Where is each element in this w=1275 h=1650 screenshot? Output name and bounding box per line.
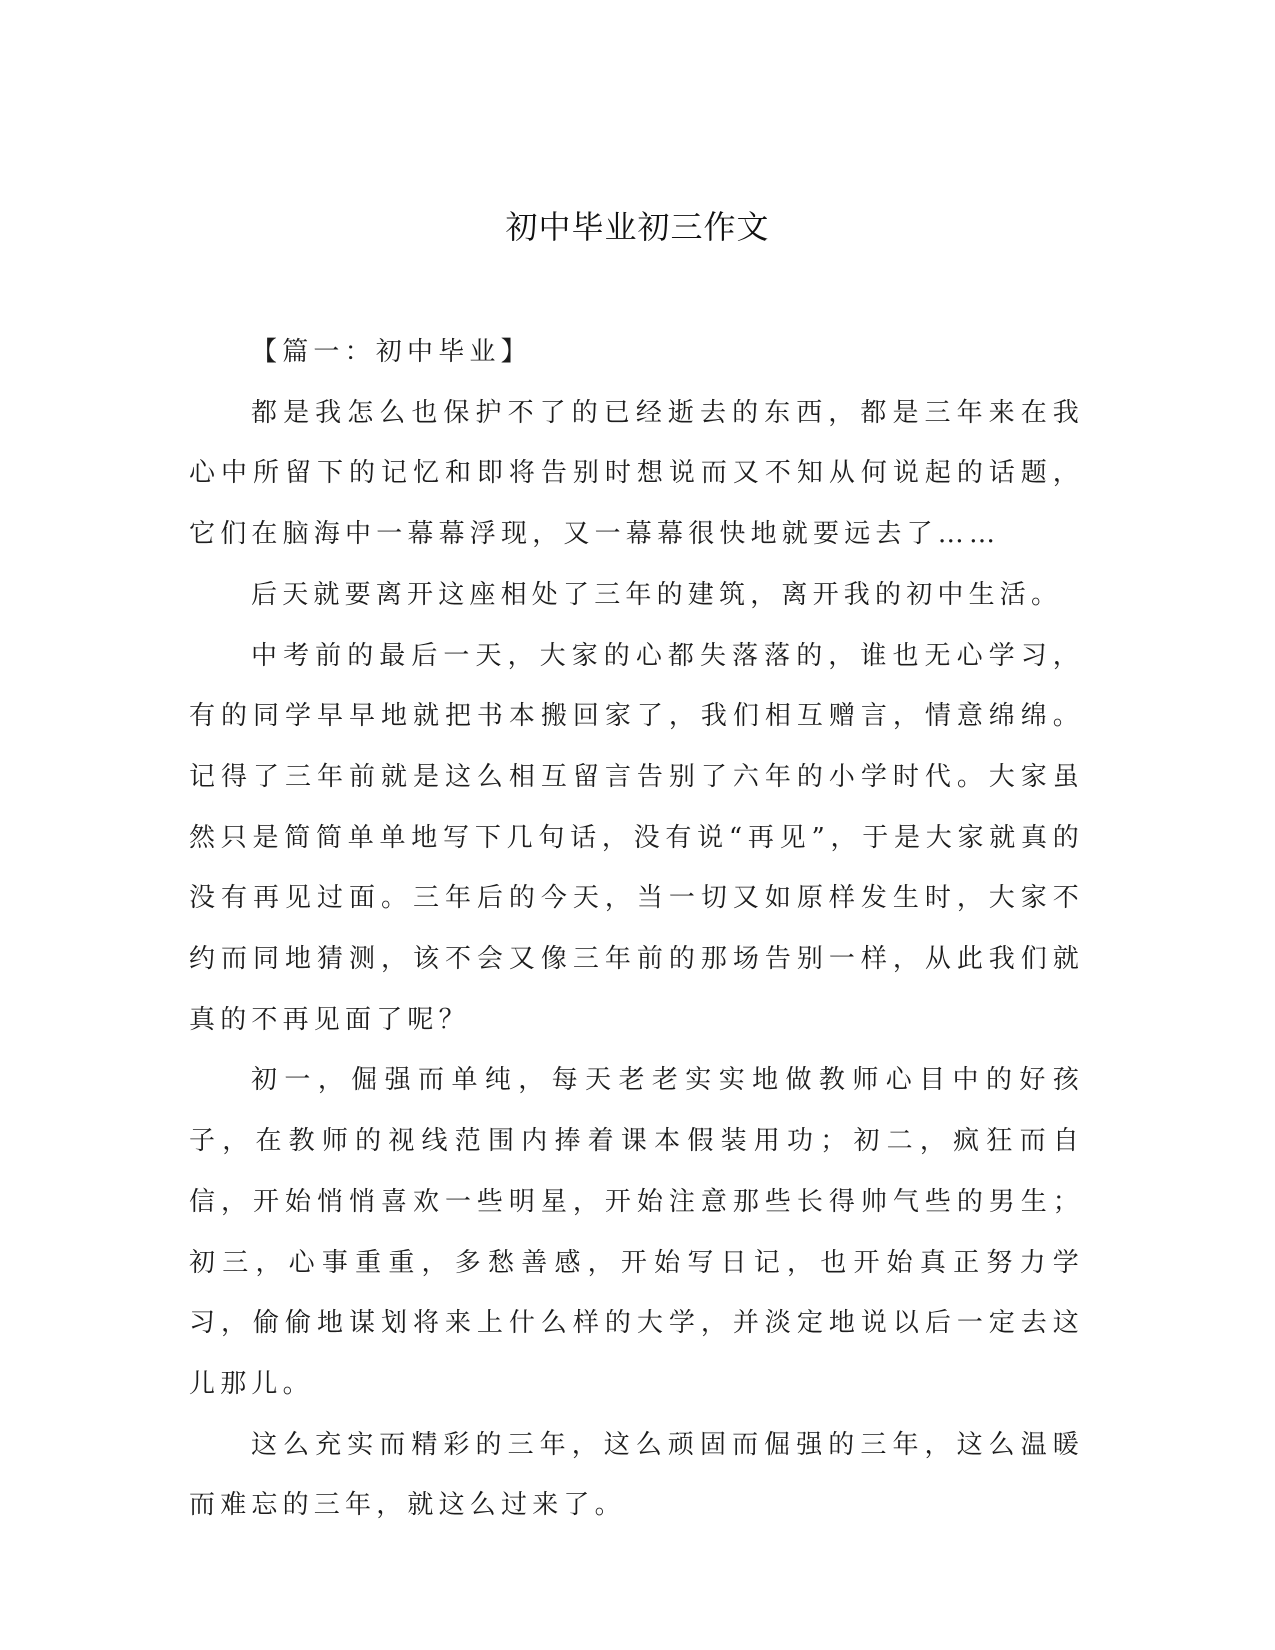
section-heading: 【篇一：初中毕业】 <box>251 337 532 367</box>
paragraph: 后天就要离开这座相处了三年的建筑，离开我的初中生活。 <box>251 579 1063 610</box>
paragraph: 这么充实而精彩的三年，这么顽固而倔强的三年，这么温暖而难忘的三年，就这么过来了。 <box>189 1429 1084 1521</box>
paragraph: 都是我怎么也保护不了的已经逝去的东西，都是三年来在我心中所留下的记忆和即将告别时想说而又不知从何说起的话题，它们在脑海中一幕幕浮现，又一幕幕很快地就要远去了…… <box>189 397 1084 550</box>
paragraph: 初一，倔强而单纯，每天老老实实地做教师心目中的好孩子，在教师的视线范围内捧着课本假装用功；初二，疯狂而自信，开始悄悄喜欢一些明星，开始注意那些长得帅气些的男生；初三，心事重重，多愁善感，开始写日记，也开始真正努力学习，偷偷地谋划将来上什么样的大学，并淡定地说以后一定去这儿那儿。 <box>189 1065 1084 1399</box>
paragraph: 中考前的最后一天，大家的心都失落落的，谁也无心学习，有的同学早早地就把书本搬回家了，我们相互赠言，情意绵绵。记得了三年前就是这么相互留言告别了六年的小学时代。大家虽然只是简简单单地写下几句话，没有说“再见”，于是大家就真的没有再见过面。三年后的今天，当一切又如原样发生时，大家不约而同地猜测，该不会又像三年前的那场告别一样，从此我们就真的不再见面了呢？ <box>189 640 1084 1035</box>
document-body <box>189 322 1084 1536</box>
document-title: 初中毕业初三作文 <box>505 208 770 246</box>
